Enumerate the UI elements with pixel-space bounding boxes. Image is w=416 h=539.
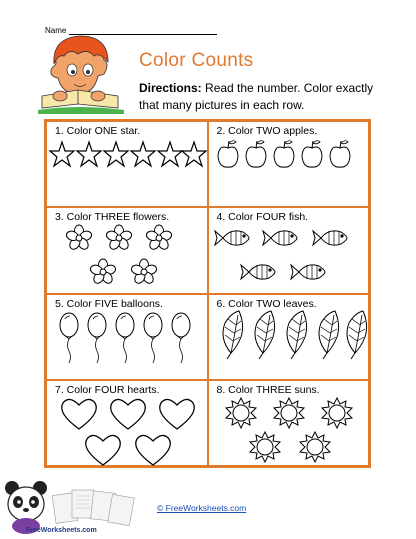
- cell-fish: [208, 207, 370, 293]
- cell-balloons: [46, 294, 208, 380]
- worksheet-thumbnails: [52, 490, 134, 526]
- balloon-icon[interactable]: [144, 313, 162, 363]
- star-icon[interactable]: [104, 142, 128, 166]
- leaf-icon[interactable]: [255, 311, 275, 359]
- leaf-icon[interactable]: [319, 311, 339, 359]
- cell-stars: [46, 121, 208, 207]
- apple-icon[interactable]: [330, 141, 350, 167]
- apple-icon[interactable]: [274, 141, 294, 167]
- balloon-icon[interactable]: [88, 313, 106, 363]
- balloon-icon[interactable]: [60, 313, 78, 363]
- directions: [139, 80, 379, 114]
- apple-row: [209, 122, 371, 208]
- fish-icon[interactable]: [241, 265, 275, 279]
- sun-icon[interactable]: [250, 432, 280, 462]
- star-icon[interactable]: [131, 142, 155, 166]
- fish-row: [209, 208, 371, 294]
- heart-icon[interactable]: [111, 399, 146, 429]
- balloon-row: [47, 295, 209, 381]
- sun-row: [209, 381, 371, 467]
- cell-label: 4. Color FOUR fish.: [216, 211, 309, 224]
- leaf-icon[interactable]: [223, 311, 243, 359]
- cell-hearts: [46, 380, 208, 466]
- leaf-icon[interactable]: [287, 311, 307, 359]
- logo-text: FreeWorksheets.com: [26, 527, 97, 534]
- flower-icon[interactable]: [145, 225, 173, 251]
- fish-icon[interactable]: [291, 265, 325, 279]
- apple-icon[interactable]: [246, 141, 266, 167]
- sun-icon[interactable]: [322, 398, 352, 428]
- name-label: Name: [45, 26, 67, 35]
- cell-suns: [208, 380, 370, 466]
- sun-icon[interactable]: [274, 398, 304, 428]
- fish-icon[interactable]: [313, 231, 347, 245]
- leaf-icon[interactable]: [347, 311, 367, 359]
- exercise-grid: [44, 119, 371, 468]
- cell-label: 8. Color THREE suns.: [216, 383, 320, 396]
- sun-icon[interactable]: [300, 432, 330, 462]
- flower-icon[interactable]: [89, 259, 117, 285]
- heart-icon[interactable]: [86, 435, 121, 465]
- star-icon[interactable]: [158, 142, 182, 166]
- balloon-icon[interactable]: [116, 313, 134, 363]
- star-icon[interactable]: [50, 142, 74, 166]
- flower-row: [47, 208, 209, 294]
- cell-label: 5. Color FIVE balloons.: [55, 297, 163, 310]
- flower-icon[interactable]: [65, 225, 93, 251]
- star-row: [47, 122, 209, 208]
- directions-label: Directions:: [139, 81, 202, 95]
- star-icon[interactable]: [182, 142, 206, 166]
- apple-icon[interactable]: [302, 141, 322, 167]
- cell-label: 2. Color TWO apples.: [216, 125, 318, 137]
- footer-copyright-link[interactable]: © FreeWorksheets.com: [157, 503, 247, 513]
- star-icon[interactable]: [77, 142, 101, 166]
- worksheet-title: Color Counts: [139, 50, 254, 71]
- boy-reading-illustration: [38, 34, 124, 114]
- directions-text: Read the number. Color exactly that many pictures in each row.: [139, 81, 374, 112]
- cell-label: 6. Color TWO leaves.: [216, 297, 317, 310]
- cell-label: 7. Color FOUR hearts.: [55, 383, 160, 396]
- heart-icon[interactable]: [160, 399, 195, 429]
- cell-label: 1. Color ONE star.: [55, 125, 141, 137]
- heart-icon[interactable]: [136, 435, 171, 465]
- fish-icon[interactable]: [263, 231, 297, 245]
- flower-icon[interactable]: [105, 225, 133, 251]
- heart-icon[interactable]: [62, 399, 97, 429]
- cell-flowers: [46, 207, 208, 293]
- flower-icon[interactable]: [130, 259, 158, 285]
- apple-icon[interactable]: [218, 141, 238, 167]
- heart-row: [47, 381, 209, 467]
- cell-label: 3. Color THREE flowers.: [55, 211, 170, 224]
- fish-icon[interactable]: [215, 231, 249, 245]
- balloon-icon[interactable]: [172, 313, 190, 363]
- cell-apples: [208, 121, 370, 207]
- cell-leaves: [208, 294, 370, 380]
- leaf-row: [209, 295, 371, 381]
- sun-icon[interactable]: [226, 398, 256, 428]
